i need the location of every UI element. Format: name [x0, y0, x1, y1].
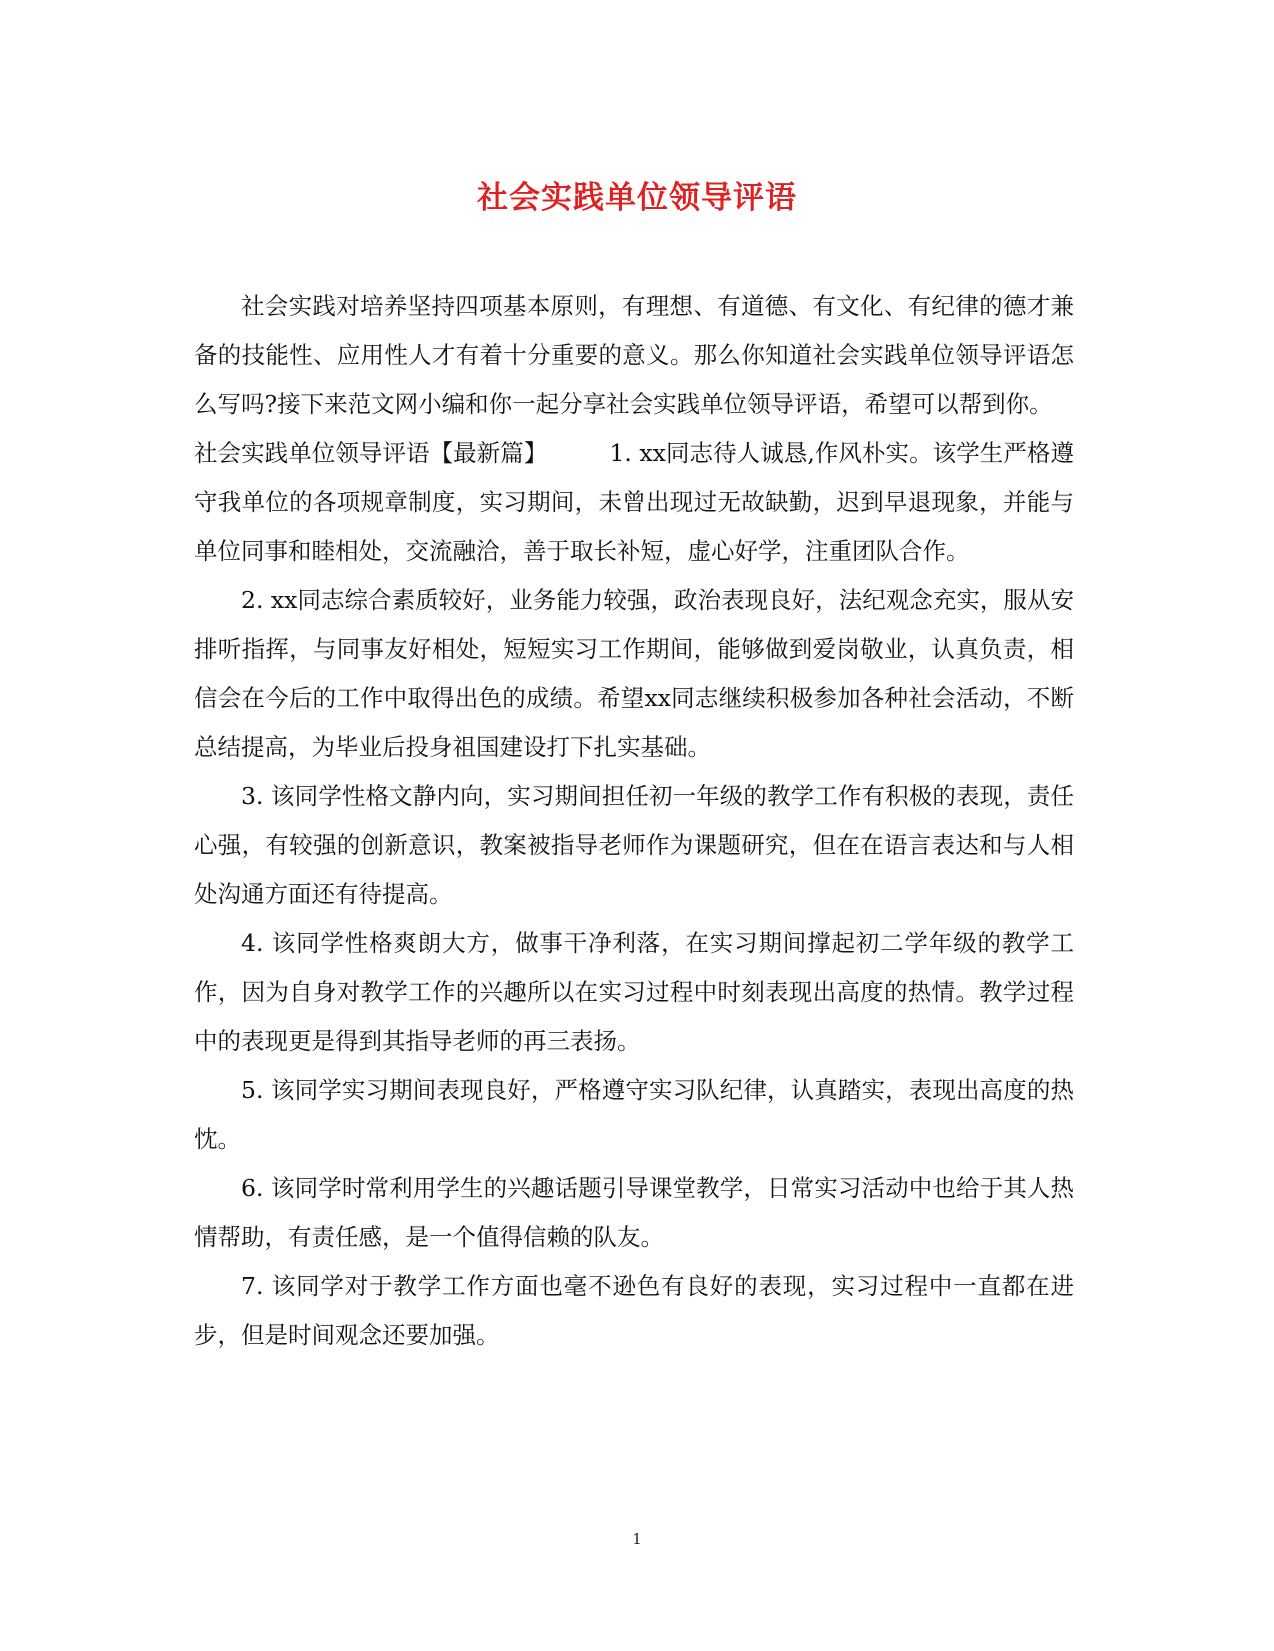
- item-5: 5. 该同学实习期间表现良好，严格遵守实习队纪律，认真踏实，表现出高度的热忱。: [194, 1076, 1074, 1153]
- item-6: 6. 该同学时常利用学生的兴趣话题引导课堂教学，日常实习活动中也给于其人热情帮助，有责任感，是一个值得信赖的队友。: [194, 1174, 1074, 1251]
- item-7: 7. 该同学对于教学工作方面也毫不逊色有良好的表现，实习过程中一直都在进步，但是时间观念还要加强。: [194, 1272, 1074, 1349]
- item-3: 3. 该同学性格文静内向，实习期间担任初一年级的教学工作有积极的表现，责任心强，有较强的创新意识，教案被指导老师作为课题研究，但在在语言表达和与人相处沟通方面还有待提高。: [194, 782, 1074, 908]
- section-paragraph: [194, 429, 1074, 576]
- section-heading: 社会实践单位领导评语【最新篇】: [194, 439, 548, 467]
- document-title: 社会实践单位领导评语: [477, 180, 797, 216]
- item-4: 4. 该同学性格爽朗大方，做事干净利落，在实习期间撑起初二学年级的教学工作，因为自身对教学工作的兴趣所以在实习过程中时刻表现出高度的热情。教学过程中的表现更是得到其指导老师的再三表扬。: [194, 929, 1074, 1055]
- document-body: [194, 282, 1074, 1360]
- intro-paragraph: 社会实践对培养坚持四项基本原则，有理想、有道德、有文化、有纪律的德才兼备的技能性、应用性人才有着十分重要的意义。那么你知道社会实践单位领导评语怎么写吗?接下来范文网小编和你一起分享社会实践单位领导评语，希望可以帮到你。: [194, 292, 1074, 418]
- page-number: 1: [632, 1530, 642, 1548]
- item-2: 2. xx同志综合素质较好，业务能力较强，政治表现良好，法纪观念充实，服从安排听指挥，与同事友好相处，短短实习工作期间，能够做到爱岗敬业，认真负责，相信会在今后的工作中取得出色的成绩。希望xx同志继续积极参加各种社会活动，不断总结提高，为毕业后投身祖国建设打下扎实基础。: [194, 586, 1074, 761]
- item-1: 1. xx同志待人诚恳,作风朴实。该学生严格遵守我单位的各项规章制度，实习期间，未曾出现过无故缺勤，迟到早退现象，并能与单位同事和睦相处，交流融洽，善于取长补短，虚心好学，注重团队合作。: [194, 439, 1074, 565]
